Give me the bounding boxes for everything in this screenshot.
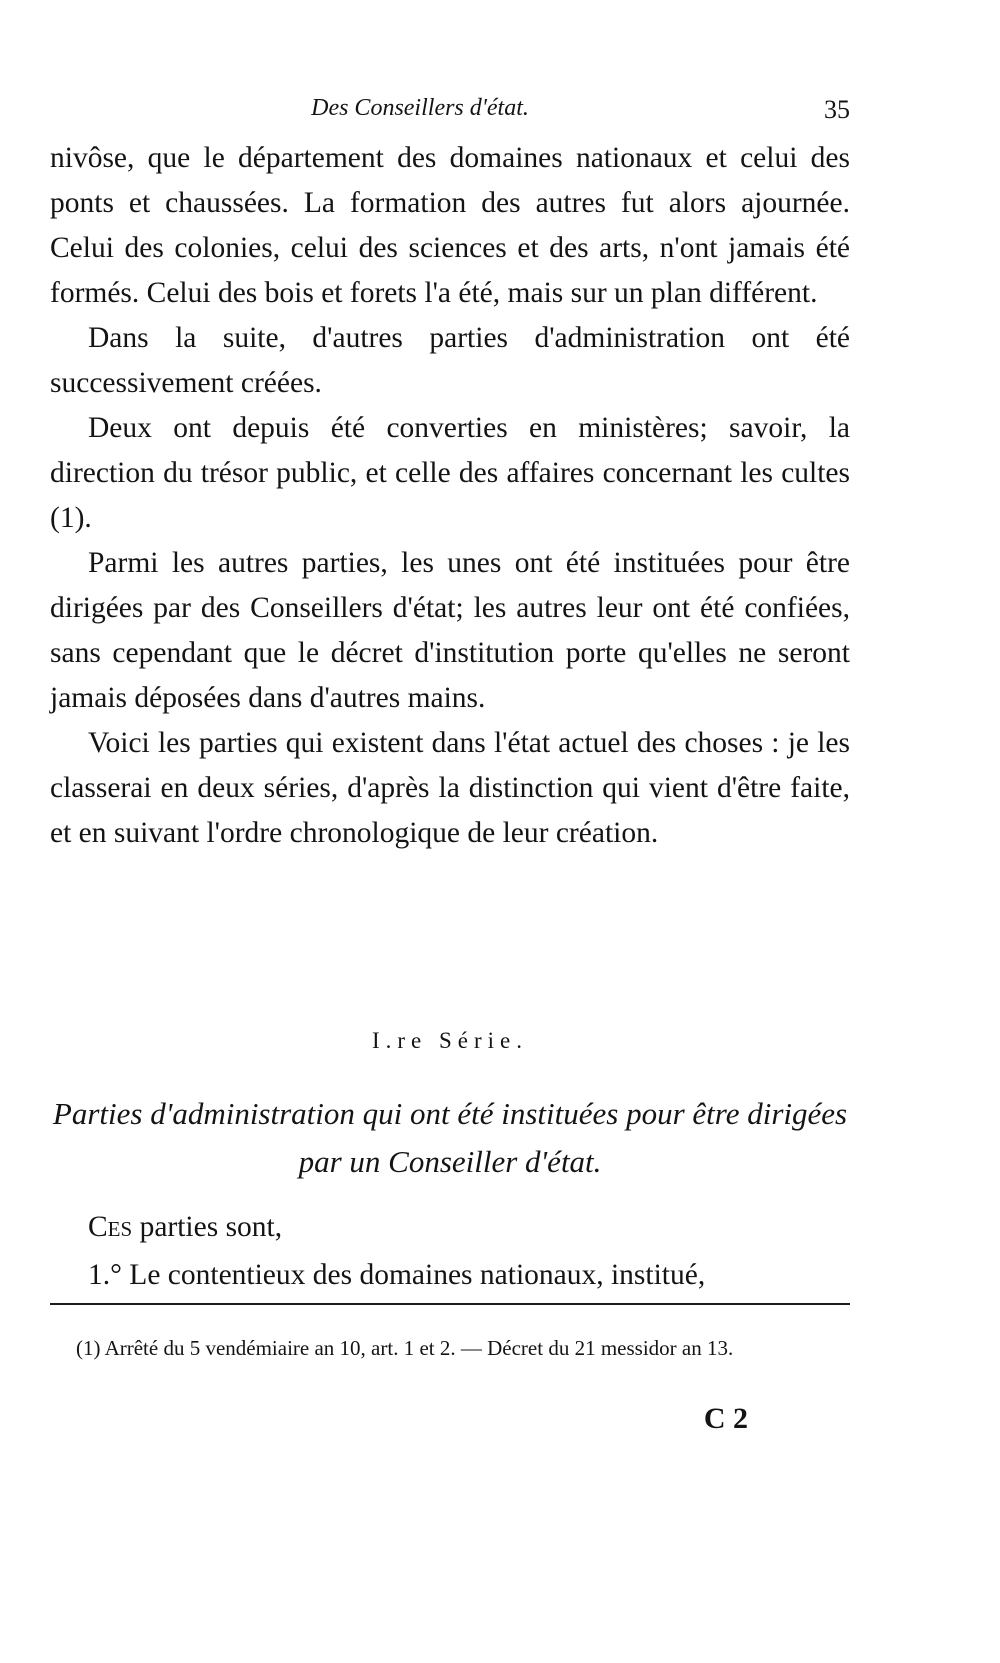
drop-word: Ces	[88, 1211, 133, 1243]
signature-mark: C 2	[703, 1402, 748, 1435]
page-number: 35	[824, 95, 850, 124]
book-page	[50, 0, 850, 1663]
paragraph: Voici les parties qui existent dans l'état actuel des choses : je les classerai en deux séries, d'après la distinction qui vient d'être faite, et en suivant l'ordre chronologique de leur création.	[50, 727, 850, 849]
paragraph: Parmi les autres parties, les unes ont été instituées pour être dirigées par des Conseillers d'état; les autres leur ont été confiées, sans cependant que le décret d'institution porte qu'elles ne seront jamais déposées dans d'autres mains.	[50, 547, 850, 714]
running-title: Des Conseillers d'état.	[311, 95, 529, 121]
paragraph: Dans la suite, d'autres parties d'administration ont été successivement créées.	[50, 322, 850, 399]
enumeration	[50, 1203, 850, 1299]
section-subtitle: Parties d'administration qui ont été instituées pour être dirigées par un Conseiller d'état.	[52, 1096, 848, 1179]
enumeration-item: 1.° Le contentieux des domaines nationaux, institué,	[88, 1259, 706, 1291]
footnote: (1) Arrêté du 5 vendémiaire an 10, art. 1 et 2. — Décret du 21 messidor an 13.	[76, 1336, 734, 1360]
enumeration-intro	[50, 1203, 850, 1251]
enumeration-intro-text: parties sont,	[132, 1211, 283, 1243]
section-heading: I.re Série.	[371, 1028, 529, 1053]
paragraph-continued: nivôse, que le département des domaines nationaux et celui des ponts et chaussées. La formation des autres fut alors ajournée. Celui des colonies, celui des sciences et des arts, n'ont jamais été formés. Celui des bois et forets l'a été, mais sur un plan différent.	[50, 142, 850, 309]
paragraph: Deux ont depuis été converties en ministères; savoir, la direction du trésor public, et celle des affaires concernant les cultes (1).	[50, 412, 850, 534]
body-text	[50, 136, 850, 856]
page-header	[50, 95, 850, 131]
footnote-rule	[50, 1303, 850, 1305]
